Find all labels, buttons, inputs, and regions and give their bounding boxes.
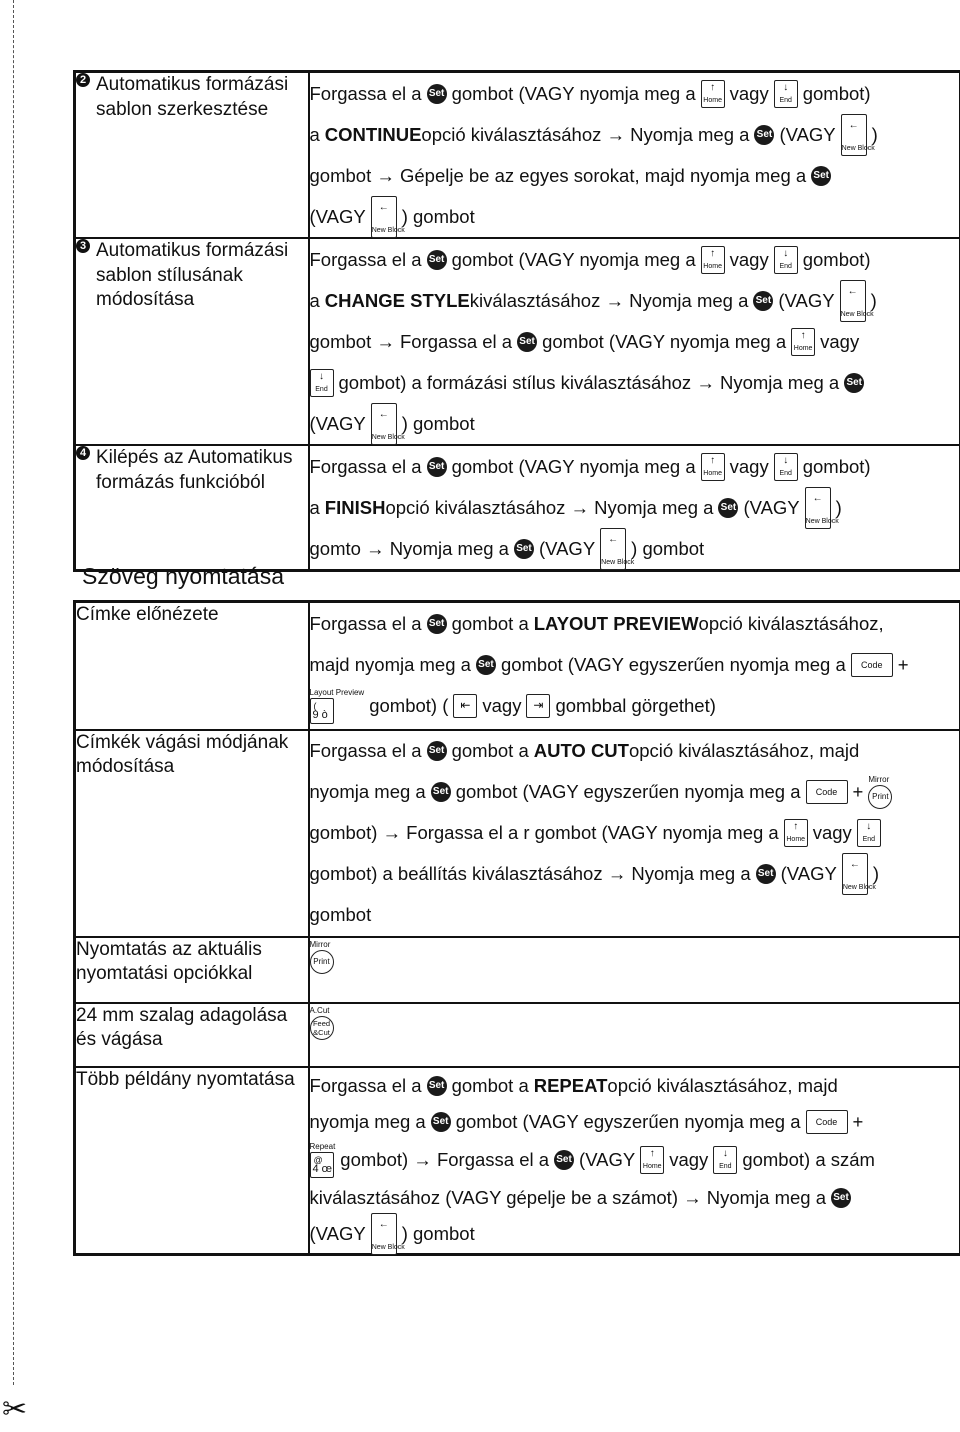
set-key-icon: Set: [431, 782, 451, 802]
home-key-icon: ↑ Home: [640, 1146, 664, 1174]
instruction-line: Forgassa el a Set gombot a AUTO CUT opció kiválasztásához, majd: [309, 740, 860, 761]
home-key-icon: ↑ Home: [701, 453, 725, 481]
table-row: [75, 937, 960, 1003]
instruction-line: Forgassa el a Set gombot a REPEAT opció kiválasztásához, majd: [309, 1074, 838, 1096]
instruction-line: gombot) → Forgassa el a r gombot (VAGY nyomja meg a ↑ Home vagy ↓ End: [310, 813, 960, 854]
row-label: Automatikus formázási sablon stílusának módosítása: [96, 240, 289, 310]
set-key-icon: Set: [844, 373, 864, 393]
row-instructions: [309, 72, 960, 239]
table-row: [75, 1003, 960, 1067]
set-key-icon: Set: [427, 741, 447, 761]
step-number: 2: [76, 73, 90, 87]
instruction-line: Forgassa el a Set gombot (VAGY nyomja meg a ↑ Home vagy ↓ End gombot): [310, 239, 960, 280]
instruction-line: a FINISH opció kiválasztásához → Nyomja meg a Set (VAGY ← New Block ): [310, 487, 960, 528]
row-label: Több példány nyomtatása: [76, 1068, 295, 1090]
auto-format-table: [73, 70, 960, 572]
row-instructions: [309, 602, 960, 730]
row-instructions: [309, 445, 960, 571]
step-number: 3: [76, 239, 90, 253]
table-row: [75, 730, 960, 937]
set-key-icon: Set: [831, 1188, 851, 1208]
feed-cut-key-icon: A.Cut Feed &Cut: [310, 1006, 334, 1040]
right-arrow-key-icon: ⇥: [526, 694, 550, 718]
instruction-line: majd nyomja meg a Set gombot (VAGY egyszerűen nyomja meg a Code +: [309, 653, 909, 675]
new-block-key-icon: ← New Block: [842, 853, 868, 895]
option-keyword: AUTO CUT: [533, 740, 629, 761]
row-label-cell: [75, 1003, 309, 1067]
set-key-icon: Set: [427, 457, 447, 477]
new-block-key-icon: ← New Block: [805, 487, 831, 529]
instruction-line: kiválasztásához (VAGY gépelje be a számot) → Nyomja meg a Set: [310, 1180, 960, 1216]
layout-preview-key-icon: Layout Preview ( 9 ò: [310, 688, 365, 724]
row-label-cell: [75, 730, 309, 937]
instruction-line: (VAGY ← New Block ) gombot: [310, 403, 960, 444]
new-block-key-icon: ← New Block: [600, 528, 626, 570]
set-key-icon: Set: [811, 166, 831, 186]
instruction-line: a CONTINUE opció kiválasztásához → Nyomja meg a Set (VAGY ← New Block ): [310, 114, 960, 155]
row-instructions: [309, 238, 960, 445]
new-block-key-icon: ← New Block: [841, 114, 867, 156]
table-row: [75, 445, 960, 571]
end-key-icon: ↓ End: [774, 246, 798, 274]
set-key-icon: Set: [554, 1150, 574, 1170]
option-keyword: FINISH: [324, 496, 386, 518]
row-label: Címkék vágási módjának módosítása: [76, 731, 289, 777]
repeat-key-icon: Repeat @ 4 œ: [310, 1142, 336, 1178]
option-keyword: CHANGE STYLE: [324, 289, 470, 311]
row-instructions: [309, 1003, 960, 1067]
row-label-cell: [75, 72, 309, 239]
new-block-key-icon: ← New Block: [840, 280, 866, 322]
row-label: Automatikus formázási sablon szerkesztése: [96, 74, 289, 120]
end-key-icon: ↓ End: [857, 819, 881, 847]
step-number: 4: [76, 446, 90, 460]
row-label-cell: [75, 1067, 309, 1255]
end-key-icon: ↓ End: [774, 80, 798, 108]
row-label-cell: [75, 937, 309, 1003]
instruction-line: gomto → Nyomja meg a Set (VAGY ← New Block ) gombot: [310, 528, 960, 569]
row-label-cell: [75, 445, 309, 571]
instruction-line: (VAGY ← New Block ) gombot: [310, 1216, 960, 1252]
instruction-line: nyomja meg a Set gombot (VAGY egyszerűen nyomja meg a Code + Mirror Print: [310, 772, 960, 813]
set-key-icon: Set: [753, 291, 773, 311]
printing-table: [73, 600, 960, 1256]
instruction-line: Forgassa el a Set gombot (VAGY nyomja meg a ↑ Home vagy ↓ End gombot): [310, 446, 960, 487]
set-key-icon: Set: [427, 84, 447, 104]
instruction-line: Repeat @ 4 œ gombot) → Forgassa el a Set (VAGY ↑ Home vagy ↓ End gombot) a szám: [310, 1140, 960, 1180]
instruction-line: gombot: [309, 904, 372, 925]
instruction-line: gombot → Gépelje be az egyes sorokat, majd nyomja meg a Set: [310, 155, 960, 196]
row-label: Nyomtatás az aktuális nyomtatási opciókkal: [76, 938, 262, 984]
row-label: Címke előnézete: [76, 604, 219, 625]
instruction-line: gombot) a beállítás kiválasztásához → Nyomja meg a Set (VAGY ← New Block ): [310, 854, 960, 895]
instruction-line: Layout Preview ( 9 ò gombot) ( ⇤ vagy ⇥ gombbal görgethet): [310, 685, 960, 726]
code-key-icon: Code: [806, 780, 848, 804]
new-block-key-icon: ← New Block: [371, 196, 397, 238]
instruction-line: Forgassa el a Set gombot (VAGY nyomja meg a ↑ Home vagy ↓ End gombot): [310, 73, 960, 114]
row-label-cell: [75, 238, 309, 445]
instruction-line: ↓ End gombot) a formázási stílus kiválasztásához → Nyomja meg a Set: [310, 362, 960, 403]
new-block-key-icon: ← New Block: [371, 1213, 397, 1255]
option-keyword: CONTINUE: [324, 123, 422, 145]
section-title: Szöveg nyomtatása: [82, 563, 285, 589]
set-key-icon: Set: [718, 498, 738, 518]
left-arrow-key-icon: ⇤: [453, 694, 477, 718]
row-label: 24 mm szalag adagolása és vágása: [76, 1004, 288, 1050]
home-key-icon: ↑ Home: [784, 819, 808, 847]
home-key-icon: ↑ Home: [701, 80, 725, 108]
set-key-icon: Set: [431, 1112, 451, 1132]
instruction-line: Forgassa el a Set gombot a LAYOUT PREVIEW opció kiválasztásához,: [309, 612, 884, 634]
option-keyword: LAYOUT PREVIEW: [533, 612, 699, 634]
instruction-line: nyomja meg a Set gombot (VAGY egyszerűen nyomja meg a Code +: [309, 1110, 864, 1132]
code-key-icon: Code: [806, 1110, 848, 1134]
code-key-icon: Code: [851, 653, 893, 677]
set-key-icon: Set: [476, 655, 496, 675]
set-key-icon: Set: [427, 614, 447, 634]
mirror-print-key-icon: Mirror Print: [868, 775, 892, 809]
home-key-icon: ↑ Home: [701, 246, 725, 274]
instruction-line: gombot → Forgassa el a Set gombot (VAGY nyomja meg a ↑ Home vagy: [310, 321, 960, 362]
set-key-icon: Set: [427, 250, 447, 270]
row-instructions: [309, 1067, 960, 1255]
instruction-line: a CHANGE STYLE kiválasztásához → Nyomja meg a Set (VAGY ← New Block ): [310, 280, 960, 321]
set-key-icon: Set: [514, 539, 534, 559]
table-row: [75, 72, 960, 239]
table-row: [75, 602, 960, 730]
scissors-icon: ✂: [2, 1392, 28, 1427]
end-key-icon: ↓ End: [310, 369, 334, 397]
row-instructions: [309, 937, 960, 1003]
set-key-icon: Set: [517, 332, 537, 352]
table-row: [75, 238, 960, 445]
set-key-icon: Set: [427, 1076, 447, 1096]
end-key-icon: ↓ End: [713, 1146, 737, 1174]
table-row: [75, 1067, 960, 1255]
row-label: Kilépés az Automatikus formázás funkcióból: [96, 447, 293, 493]
home-key-icon: ↑ Home: [791, 328, 815, 356]
row-instructions: [309, 730, 960, 937]
new-block-key-icon: ← New Block: [371, 403, 397, 445]
print-key-icon: Mirror Print: [310, 940, 334, 974]
set-key-icon: Set: [754, 125, 774, 145]
end-key-icon: ↓ End: [774, 453, 798, 481]
option-keyword: REPEAT: [533, 1074, 608, 1096]
instruction-line: (VAGY ← New Block ) gombot: [310, 196, 960, 237]
row-label-cell: [75, 602, 309, 730]
set-key-icon: Set: [756, 864, 776, 884]
cut-line: [13, 0, 14, 1385]
